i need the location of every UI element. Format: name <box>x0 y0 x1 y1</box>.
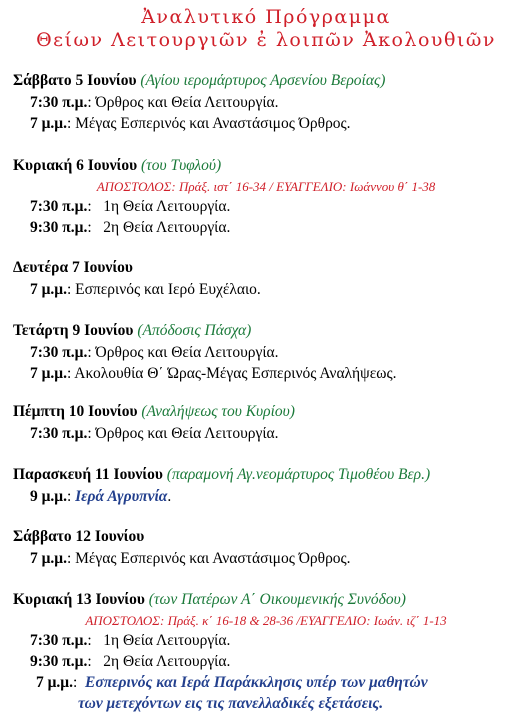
service-line <box>30 550 351 568</box>
service-line <box>30 425 279 443</box>
service-text: Εσπερινός και Ιερό Ευχέλαιο. <box>71 281 261 298</box>
separator: : <box>87 653 92 670</box>
service-line <box>30 488 171 506</box>
service-text: Ακολουθία Θ΄ Ώρας-Μέγας Εσπερινός Αναλήψεως. <box>71 365 397 382</box>
service-time: 7 μ.μ. <box>30 365 67 382</box>
separator: : <box>87 425 92 442</box>
separator: : <box>66 281 72 298</box>
service-line <box>36 674 428 692</box>
service-time: 7 μ.μ. <box>30 281 67 298</box>
day-name: Πέμπτη 10 Ιουνίου <box>13 403 138 420</box>
service-text: Μέγας Εσπερινός και Αναστάσιμος Όρθρος. <box>71 115 351 132</box>
day-heading <box>13 528 144 546</box>
day-heading <box>13 322 251 340</box>
day-name: Κυριακή 6 Ιουνίου <box>13 157 138 174</box>
service-time: 7:30 π.μ. <box>30 425 88 442</box>
service-text: Όρθρος και Θεία Λειτουργία. <box>91 94 279 111</box>
service-time: 9:30 π.μ. <box>30 653 88 670</box>
separator: : <box>72 674 78 691</box>
service-time: 7:30 π.μ. <box>30 632 88 649</box>
separator: : <box>87 198 92 215</box>
service-line <box>30 653 230 671</box>
day-name: Κυριακή 13 Ιουνίου <box>13 591 145 608</box>
service-text: 2η Θεία Λειτουργία. <box>91 653 231 670</box>
service-line <box>30 198 230 216</box>
service-line <box>30 281 261 299</box>
day-heading <box>13 259 133 277</box>
service-time: 7 μ.μ. <box>36 674 73 691</box>
page-header <box>0 6 532 52</box>
service-text: Μέγας Εσπερινός και Αναστάσιμος Όρθρος. <box>71 550 351 567</box>
readings-line: ΑΠΟΣΤΟΛΟΣ: Πράξ. ιστ΄ 16-34 / ΕΥΑΓΓΕΛΙΟ: Ιωάννου θ΄ 1-38 <box>96 179 436 194</box>
separator: : <box>66 488 72 505</box>
service-time: 7 μ.μ. <box>30 115 67 132</box>
service-highlight: Εσπερινός και Ιερά Παράκκλησις υπέρ των μαθητών <box>85 674 428 691</box>
service-time: 7:30 π.μ. <box>30 94 88 111</box>
service-time: 9 μ.μ. <box>30 488 67 505</box>
service-highlight: Ιερά Αγρυπνία <box>75 488 168 505</box>
separator: : <box>66 115 72 132</box>
service-line <box>30 219 230 237</box>
feast-name: (του Τυφλού) <box>141 157 222 174</box>
service-time: 7:30 π.μ. <box>30 198 88 215</box>
day-heading <box>13 466 430 484</box>
day-heading <box>13 591 406 609</box>
day-heading <box>13 157 221 175</box>
service-line <box>30 632 230 650</box>
service-text: Όρθρος και Θεία Λειτουργία. <box>91 344 279 361</box>
service-text: 2η Θεία Λειτουργία. <box>91 219 231 236</box>
feast-name: (Αναλήψεως του Κυρίου) <box>141 403 295 420</box>
separator: : <box>87 344 92 361</box>
service-time: 9:30 π.μ. <box>30 219 88 236</box>
feast-name: (Απόδοσις Πάσχα) <box>137 322 252 339</box>
day-name: Σάββατο 12 Ιουνίου <box>13 528 145 545</box>
service-text: Όρθρος και Θεία Λειτουργία. <box>91 425 279 442</box>
service-time: 7 μ.μ. <box>30 550 67 567</box>
service-line <box>30 365 396 383</box>
feast-name: (παραμονή Αγ.νεομάρτυρος Τιμοθέου Βερ.) <box>166 466 431 483</box>
feast-name: (Αγίου ιερομάρτυρος Αρσενίου Βεροίας) <box>140 72 386 89</box>
service-text: 1η Θεία Λειτουργία. <box>91 198 231 215</box>
separator: : <box>87 219 92 236</box>
service-line <box>30 94 279 112</box>
feast-name: (των Πατέρων Α΄ Οικουμενικής Συνόδου) <box>148 591 406 608</box>
title-line-1: Ἀναλυτικό Πρόγραμμα <box>141 6 391 28</box>
day-name: Σάββατο 5 Ιουνίου <box>13 72 137 89</box>
title-line-2: Θείων Λειτουργιῶν ἐ λοιπῶν Ἀκολουθιῶν <box>36 29 496 51</box>
service-text <box>77 674 85 691</box>
service-time: 7:30 π.μ. <box>30 344 88 361</box>
readings-line: ΑΠΟΣΤΟΛΟΣ: Πράξ. κ΄ 16-18 & 28-36 /ΕΥΑΓΓΕΛΙΟ: Ιωάν. ιζ΄ 1-13 <box>85 613 447 628</box>
day-name: Παρασκευή 11 Ιουνίου <box>13 466 163 483</box>
day-name: Δευτέρα 7 Ιουνίου <box>13 259 133 276</box>
day-heading <box>13 403 295 421</box>
separator: : <box>87 94 92 111</box>
day-name: Τετάρτη 9 Ιουνίου <box>13 322 134 339</box>
separator: : <box>66 365 72 382</box>
service-continuation: των μετεχόντων εις τις πανελλαδικές εξετάσεις. <box>78 695 384 712</box>
service-line <box>30 344 279 362</box>
day-heading <box>13 72 385 90</box>
service-text: 1η Θεία Λειτουργία. <box>91 632 231 649</box>
service-line <box>30 115 351 133</box>
separator: : <box>66 550 72 567</box>
service-tail: . <box>167 488 172 505</box>
separator: : <box>87 632 92 649</box>
